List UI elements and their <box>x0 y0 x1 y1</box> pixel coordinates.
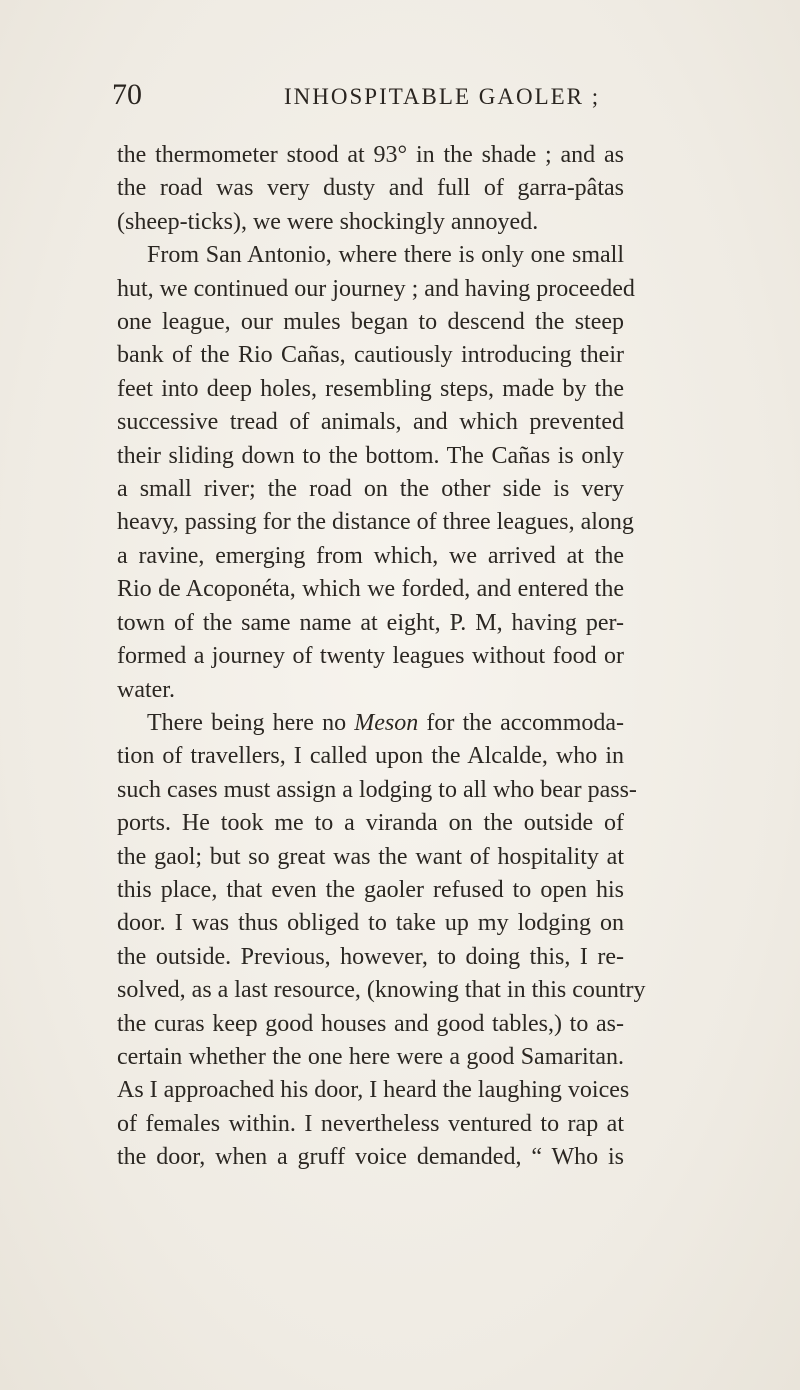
text-line: ports. He took me to a viranda on the outside of <box>117 810 624 837</box>
italic-term: Meson <box>354 709 419 736</box>
page-number: 70 <box>112 78 142 111</box>
text-line: door. I was thus obliged to take up my lodging on <box>117 910 624 937</box>
text-line: the gaol; but so great was the want of hospitality at <box>117 843 624 870</box>
text-line: bank of the Rio Cañas, cautiously introducing their <box>117 342 624 369</box>
text-line: solved, as a last resource, (knowing that in this country <box>117 977 646 1004</box>
text-line: their sliding down to the bottom. The Cañas is only <box>117 442 624 469</box>
body-text <box>117 139 646 1175</box>
text-line: the door, when a gruff voice demanded, “ Who is <box>117 1144 624 1171</box>
text-line: the curas keep good houses and good tables,) to as- <box>117 1010 624 1037</box>
text-line: this place, that even the gaoler refused to open his <box>117 876 624 903</box>
text-line: the outside. Previous, however, to doing this, I re- <box>117 943 624 970</box>
text-line: a ravine, emerging from which, we arrived at the <box>117 542 624 569</box>
text-line: tion of travellers, I called upon the Alcalde, who in <box>117 743 624 770</box>
text-line: town of the same name at eight, P. M, having per- <box>117 609 624 636</box>
text-line: a small river; the road on the other side is very <box>117 476 624 503</box>
text-line: one league, our mules began to descend the steep <box>117 309 624 336</box>
text-line: the thermometer stood at 93° in the shade ; and as <box>117 142 624 168</box>
running-head: INHOSPITABLE GAOLER ; <box>284 84 601 109</box>
text-line <box>117 707 624 740</box>
text-line: the road was very dusty and full of garra-pâtas <box>117 175 624 202</box>
text-fragment: for the accommoda- <box>418 709 625 736</box>
text-line: hut, we continued our journey ; and having proceeded <box>117 275 635 302</box>
text-fragment: There being here no <box>147 709 355 736</box>
text-line: (sheep-ticks), we were shockingly annoyed. <box>117 208 539 235</box>
text-line: From San Antonio, where there is only one small <box>147 242 624 269</box>
text-line: water. <box>117 676 175 703</box>
text-line: heavy, passing for the distance of three leagues, along <box>117 509 634 536</box>
text-line: formed a journey of twenty leagues without food or <box>117 643 624 670</box>
page-header <box>112 80 624 120</box>
text-line: certain whether the one here were a good Samaritan. <box>117 1043 624 1070</box>
text-line: feet into deep holes, resembling steps, made by the <box>117 375 624 402</box>
text-line: of females within. I nevertheless ventured to rap at <box>117 1110 624 1137</box>
text-line: successive tread of animals, and which prevented <box>117 409 624 436</box>
text-line: such cases must assign a lodging to all who bear pass- <box>117 776 637 803</box>
text-line: As I approached his door, I heard the laughing voices <box>117 1077 630 1104</box>
text-line: Rio de Acoponéta, which we forded, and entered the <box>117 576 624 603</box>
